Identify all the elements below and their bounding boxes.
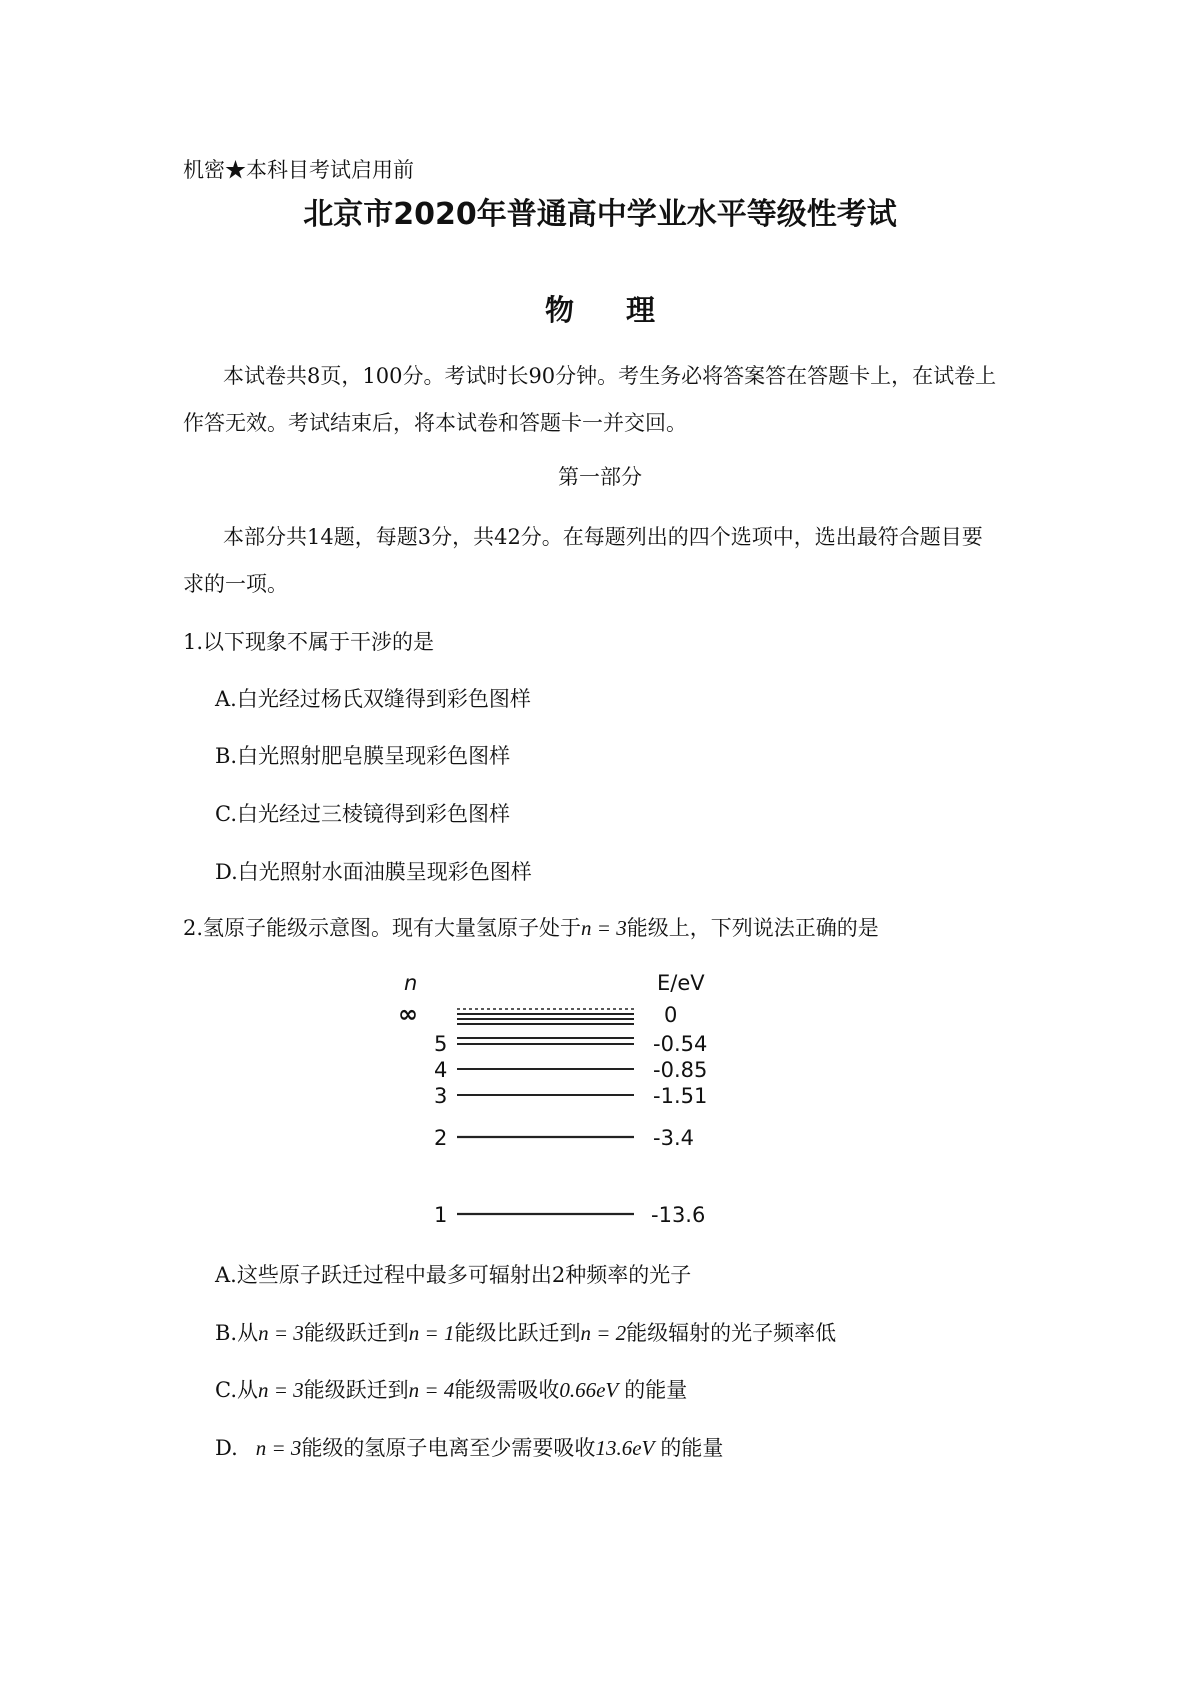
option-c-text-3: 的能量	[624, 1378, 688, 1402]
level-energy-3: -1.51	[653, 1084, 708, 1108]
question-2-stem-text: 2.氢原子能级示意图。现有大量氢原子处于	[183, 916, 582, 940]
option-c-prefix: C.从	[215, 1378, 258, 1402]
part-description-line-1: 本部分共14题，每题3分，共42分。在每题列出的四个选项中，选出最符合题目要	[223, 525, 983, 549]
level-energy-2: -3.4	[653, 1126, 694, 1150]
option-b-text-1: 能级跃迁到	[303, 1321, 409, 1345]
part-description-line-2: 求的一项。	[183, 572, 288, 596]
level-energy-1: -13.6	[651, 1203, 706, 1227]
intro-line-2: 作答无效。考试结束后，将本试卷和答题卡一并交回。	[183, 411, 687, 435]
option-c-text-1: 能级跃迁到	[303, 1378, 409, 1402]
question-1-option-d: D.白光照射水面油膜呈现彩色图样	[215, 860, 532, 884]
level-label-5: 5	[434, 1032, 448, 1056]
option-b-text-3: 能级辐射的光子频率低	[626, 1321, 837, 1345]
energy-axis-header: E/eV	[657, 971, 705, 995]
confidential-note: 机密★本科目考试启用前	[183, 158, 414, 182]
question-1-stem: 1.以下现象不属于干涉的是	[183, 630, 435, 654]
question-1-option-a: A.白光经过杨氏双缝得到彩色图样	[215, 687, 531, 711]
math-energy-0-66: 0.66eV	[559, 1378, 619, 1402]
part-heading: 第一部分	[558, 465, 642, 489]
option-b-prefix: B.从	[215, 1321, 259, 1345]
question-2-option-a: A.这些原子跃迁过程中最多可辐射出2种频率的光子	[215, 1263, 692, 1287]
math-energy-13-6: 13.6eV	[595, 1436, 655, 1460]
math-n-equals-4: n = 4	[408, 1378, 455, 1402]
question-2-option-c	[215, 1380, 687, 1401]
exam-title: 北京市2020年普通高中学业水平等级性考试	[303, 197, 897, 232]
question-2-stem-text-end: 能级上，下列说法正确的是	[626, 916, 879, 940]
question-2-option-b	[215, 1323, 836, 1344]
subject-title: 物理	[544, 293, 707, 327]
level-label-2: 2	[434, 1126, 448, 1150]
math-n-equals-3: n = 3	[255, 1436, 302, 1460]
n-axis-header: n	[404, 971, 418, 995]
option-d-text-1: 能级的氢原子电离至少需要吸收	[301, 1436, 596, 1460]
option-d-text-2: 的能量	[660, 1436, 724, 1460]
math-n-equals-3: n = 3	[258, 1321, 304, 1345]
math-n-equals-2: n = 2	[580, 1321, 627, 1345]
level-label-1: 1	[434, 1203, 448, 1227]
level-label-4: 4	[434, 1058, 448, 1082]
option-c-text-2: 能级需吸收	[454, 1378, 560, 1402]
level-energy-4: -0.85	[653, 1058, 708, 1082]
question-1-option-c: C.白光经过三棱镜得到彩色图样	[215, 802, 510, 826]
level-energy-5: -0.54	[653, 1032, 708, 1056]
question-1-option-b: B.白光照射肥皂膜呈现彩色图样	[215, 744, 511, 768]
math-n-equals-3: n = 3	[581, 916, 627, 940]
level-label-infinity: ∞	[398, 1000, 418, 1028]
level-label-3: 3	[434, 1084, 448, 1108]
intro-line-1: 本试卷共8页，100分。考试时长90分钟。考生务必将答案答在答题卡上，在试卷上	[223, 364, 997, 388]
option-d-prefix: D.	[215, 1436, 238, 1460]
question-2-option-d	[215, 1438, 723, 1459]
level-energy-infinity: 0	[664, 1003, 678, 1027]
option-b-text-2: 能级比跃迁到	[454, 1321, 581, 1345]
math-n-equals-3: n = 3	[258, 1378, 304, 1402]
math-n-equals-1: n = 1	[408, 1321, 455, 1345]
